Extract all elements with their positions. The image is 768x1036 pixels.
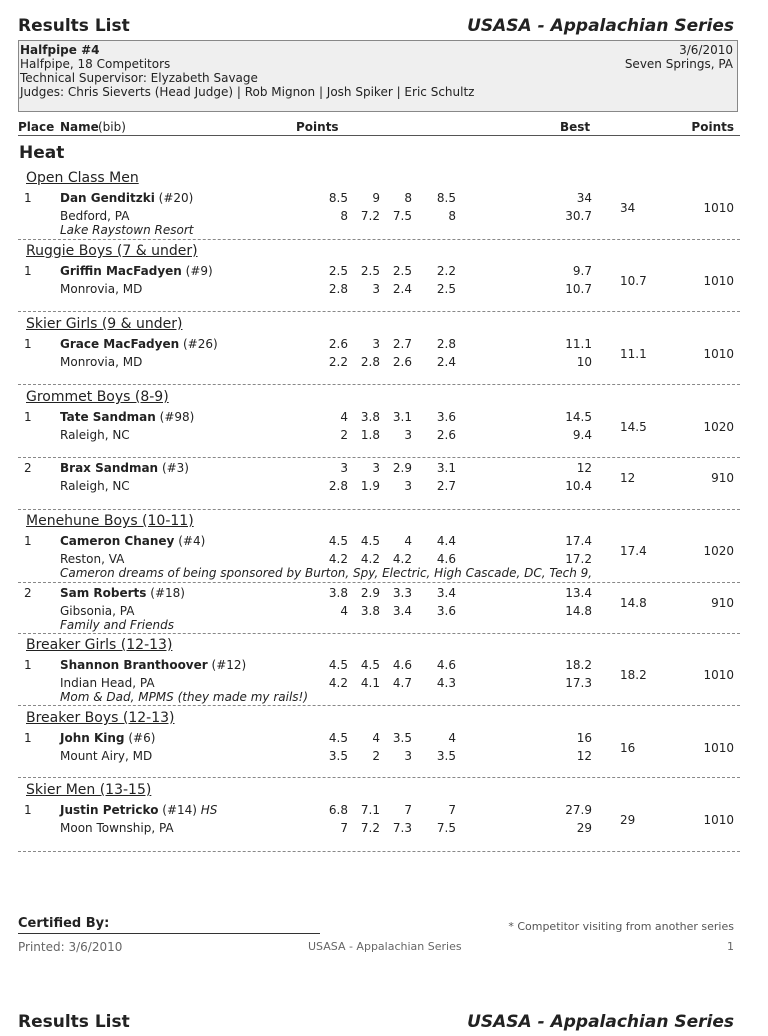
bib-number: (#20)	[158, 191, 194, 205]
points-total: 1020	[703, 420, 734, 434]
run1-score: 4.6	[392, 658, 412, 672]
competitor-name	[60, 461, 189, 475]
run2-score: 7.2	[360, 821, 380, 835]
run1-score: 2.6	[328, 337, 348, 351]
competitor-name	[60, 264, 213, 278]
run2-score: 3	[404, 479, 412, 493]
run2-score: 2.8	[360, 355, 380, 369]
run2-total: 17.2	[565, 552, 592, 566]
run1-score: 3.8	[360, 410, 380, 424]
col-place: Place	[18, 120, 55, 134]
location: Raleigh, NC	[60, 479, 130, 493]
run1-score: 8.5	[328, 191, 348, 205]
location: Raleigh, NC	[60, 428, 130, 442]
bib-number: (#14)	[162, 803, 201, 817]
place: 1	[24, 731, 32, 745]
run1-total: 11.1	[565, 337, 592, 351]
best-score: 29	[620, 813, 636, 827]
run1-score: 4	[372, 731, 380, 745]
run2-total: 30.7	[565, 209, 592, 223]
bib-number: (#4)	[178, 534, 206, 548]
place: 2	[24, 586, 32, 600]
bib-number: (#12)	[211, 658, 247, 672]
run1-score: 7.1	[360, 803, 380, 817]
run1-total: 14.5	[565, 410, 592, 424]
run1-score: 2.5	[392, 264, 412, 278]
row-separator	[18, 851, 740, 852]
best-score: 14.5	[620, 420, 647, 434]
place: 1	[24, 337, 32, 351]
location: Bedford, PA	[60, 209, 130, 223]
points-total: 1010	[703, 668, 734, 682]
result-row	[18, 263, 740, 311]
run2-score: 4.3	[436, 676, 456, 690]
place: 1	[24, 534, 32, 548]
run2-score: 3	[372, 282, 380, 296]
run1-score: 3.1	[392, 410, 412, 424]
col-points: Points	[296, 120, 339, 134]
row-separator	[18, 633, 740, 634]
run1-score: 9	[372, 191, 380, 205]
category-title: Skier Girls (9 & under)	[26, 316, 183, 332]
run2-score: 4.2	[328, 676, 348, 690]
category-title: Grommet Boys (8-9)	[26, 389, 169, 405]
results-list-title: Results List	[18, 16, 130, 36]
result-row	[18, 533, 740, 581]
event-date: 3/6/2010	[679, 43, 733, 57]
location: Reston, VA	[60, 552, 125, 566]
next-page-header	[18, 1012, 740, 1036]
run2-total: 17.3	[565, 676, 592, 690]
run1-score: 3.5	[392, 731, 412, 745]
bib-number: (#26)	[182, 337, 218, 351]
run2-score: 3.8	[360, 604, 380, 618]
run1-score: 3.3	[392, 586, 412, 600]
row-separator	[18, 777, 740, 778]
run2-score: 2.5	[436, 282, 456, 296]
run1-total: 17.4	[565, 534, 592, 548]
run2-score: 2.8	[328, 479, 348, 493]
result-row	[18, 657, 740, 705]
run2-score: 8	[448, 209, 456, 223]
run2-score: 3	[404, 428, 412, 442]
run2-total: 14.8	[565, 604, 592, 618]
run1-score: 4	[340, 410, 348, 424]
next-series-title: USASA - Appalachian Series	[467, 1012, 734, 1032]
run1-score: 6.8	[328, 803, 348, 817]
run1-score: 2.9	[360, 586, 380, 600]
result-row	[18, 730, 740, 778]
sponsor-note: Cameron dreams of being sponsored by Burton, Spy, Electric, High Cascade, DC, Tech 9,	[60, 566, 593, 580]
place: 1	[24, 264, 32, 278]
printed-date: Printed: 3/6/2010	[18, 940, 123, 954]
visiting-note: * Competitor visiting from another series	[508, 920, 734, 933]
run2-score: 2	[372, 749, 380, 763]
run2-score: 4	[340, 604, 348, 618]
competitor-name	[60, 337, 218, 351]
run1-score: 3	[340, 461, 348, 475]
category-title: Skier Men (13-15)	[26, 782, 152, 798]
row-separator	[18, 457, 740, 458]
competitor-name	[60, 534, 205, 548]
competitor-name	[60, 658, 246, 672]
run1-score: 8.5	[436, 191, 456, 205]
points-total: 1010	[703, 741, 734, 755]
column-header	[18, 119, 740, 136]
run2-total: 9.4	[572, 428, 592, 442]
points-total: 910	[711, 471, 734, 485]
run1-score: 3.6	[436, 410, 456, 424]
location: Monrovia, MD	[60, 282, 143, 296]
run1-score: 4.5	[328, 731, 348, 745]
run2-score: 4.2	[392, 552, 412, 566]
run2-total: 29	[576, 821, 592, 835]
run2-score: 7.5	[392, 209, 412, 223]
best-score: 18.2	[620, 668, 647, 682]
competitor-name-text: Griffin MacFadyen	[60, 264, 182, 278]
bib-number: (#18)	[150, 586, 185, 600]
run1-total: 13.4	[565, 586, 592, 600]
bib-number: (#98)	[159, 410, 195, 424]
run2-total: 10	[576, 355, 592, 369]
run1-score: 4.5	[328, 658, 348, 672]
run2-total: 10.4	[565, 479, 592, 493]
result-row	[18, 460, 740, 508]
run1-score: 3.8	[328, 586, 348, 600]
points-total: 1020	[703, 544, 734, 558]
row-separator	[18, 384, 740, 385]
run2-score: 7	[340, 821, 348, 835]
bib-number: (#6)	[128, 731, 156, 745]
run2-score: 1.8	[360, 428, 380, 442]
result-row	[18, 409, 740, 457]
competitor-name	[60, 191, 193, 205]
footer-series: USASA - Appalachian Series	[308, 940, 462, 953]
points-total: 1010	[703, 813, 734, 827]
run1-total: 34	[576, 191, 592, 205]
event-info-box	[18, 40, 738, 112]
run2-score: 8	[340, 209, 348, 223]
run2-score: 4.6	[436, 552, 456, 566]
run2-score: 7.2	[360, 209, 380, 223]
event-name: Halfpipe #4	[20, 43, 100, 57]
page-number: 1	[727, 940, 734, 953]
run1-score: 4	[404, 534, 412, 548]
location: Mount Airy, MD	[60, 749, 153, 763]
heat-label: Heat	[19, 143, 65, 163]
run1-score: 4.5	[360, 534, 380, 548]
bib-number: (#9)	[185, 264, 213, 278]
run1-score: 4.5	[360, 658, 380, 672]
event-details: Halfpipe, 18 Competitors	[20, 57, 171, 71]
run2-score: 3.5	[328, 749, 348, 763]
run1-score: 2.2	[436, 264, 456, 278]
run2-score: 2	[340, 428, 348, 442]
competitor-name-text: Tate Sandman	[60, 410, 156, 424]
points-total: 1010	[703, 347, 734, 361]
run2-score: 4.7	[392, 676, 412, 690]
run2-total: 12	[576, 749, 592, 763]
competitor-name-text: Justin Petricko	[60, 803, 159, 817]
run1-score: 2.7	[392, 337, 412, 351]
place: 1	[24, 410, 32, 424]
best-score: 11.1	[620, 347, 647, 361]
best-score: 34	[620, 201, 636, 215]
run2-score: 3.6	[436, 604, 456, 618]
series-title: USASA - Appalachian Series	[467, 16, 734, 36]
place: 1	[24, 803, 32, 817]
competitor-name-text: Sam Roberts	[60, 586, 147, 600]
run2-score: 2.6	[436, 428, 456, 442]
run1-score: 2.5	[328, 264, 348, 278]
location: Gibsonia, PA	[60, 604, 135, 618]
result-row	[18, 802, 740, 850]
run2-score: 4.2	[360, 552, 380, 566]
competitor-name-text: Cameron Chaney	[60, 534, 175, 548]
run1-total: 12	[576, 461, 592, 475]
row-separator	[18, 705, 740, 706]
place: 1	[24, 191, 32, 205]
run1-score: 8	[404, 191, 412, 205]
result-row	[18, 585, 740, 633]
sponsor-note: Mom & Dad, MPMS (they made my rails!)	[60, 690, 309, 704]
run2-score: 1.9	[360, 479, 380, 493]
bib-number: (#3)	[161, 461, 189, 475]
run1-score: 2.9	[392, 461, 412, 475]
run1-score: 3	[372, 461, 380, 475]
run1-score: 3.1	[436, 461, 456, 475]
best-score: 10.7	[620, 274, 647, 288]
judges: Judges: Chris Sieverts (Head Judge) | Rob Mignon | Josh Spiker | Eric Schultz	[20, 85, 475, 99]
best-score: 17.4	[620, 544, 647, 558]
certified-by: Certified By:	[18, 916, 110, 931]
category-title: Breaker Girls (12-13)	[26, 637, 173, 653]
best-score: 16	[620, 741, 636, 755]
competitor-name-text: John King	[60, 731, 125, 745]
run2-total: 10.7	[565, 282, 592, 296]
event-venue: Seven Springs, PA	[624, 57, 733, 71]
run1-score: 4.6	[436, 658, 456, 672]
points-total: 910	[711, 596, 734, 610]
best-score: 14.8	[620, 596, 647, 610]
run1-score: 4.4	[436, 534, 456, 548]
run2-score: 3	[404, 749, 412, 763]
row-separator	[18, 582, 740, 583]
col-bib: (bib)	[98, 120, 126, 134]
run1-total: 16	[576, 731, 592, 745]
competitor-name-text: Shannon Branthoover	[60, 658, 208, 672]
run1-score: 3.4	[436, 586, 456, 600]
run1-score: 7	[448, 803, 456, 817]
best-score: 12	[620, 471, 636, 485]
row-separator	[18, 239, 740, 240]
next-results-list-title: Results List	[18, 1012, 130, 1032]
location: Monrovia, MD	[60, 355, 143, 369]
place: 1	[24, 658, 32, 672]
sponsor-note: Family and Friends	[60, 618, 174, 632]
run1-total: 18.2	[565, 658, 592, 672]
points-total: 1010	[703, 201, 734, 215]
place: 2	[24, 461, 32, 475]
competitor-name	[60, 410, 194, 424]
run2-score: 2.2	[328, 355, 348, 369]
row-separator	[18, 509, 740, 510]
run2-score: 3.5	[436, 749, 456, 763]
col-best: Best	[560, 120, 591, 134]
run2-score: 2.6	[392, 355, 412, 369]
run1-score: 2.8	[436, 337, 456, 351]
category-title: Breaker Boys (12-13)	[26, 710, 175, 726]
run2-score: 2.4	[392, 282, 412, 296]
run1-total: 9.7	[572, 264, 592, 278]
competitor-name-text: Brax Sandman	[60, 461, 159, 475]
competitor-name-text: Grace MacFadyen	[60, 337, 180, 351]
category-title: Open Class Men	[26, 170, 139, 186]
run2-score: 3.4	[392, 604, 412, 618]
run1-score: 7	[404, 803, 412, 817]
technical-supervisor: Technical Supervisor: Elyzabeth Savage	[20, 71, 258, 85]
hometown-tag: HS	[200, 803, 218, 817]
result-row	[18, 336, 740, 384]
location: Moon Township, PA	[60, 821, 174, 835]
run1-total: 27.9	[565, 803, 592, 817]
competitor-name	[60, 731, 155, 745]
run1-score: 3	[372, 337, 380, 351]
location: Indian Head, PA	[60, 676, 155, 690]
run2-score: 7.5	[436, 821, 456, 835]
row-separator	[18, 311, 740, 312]
run2-score: 2.7	[436, 479, 456, 493]
result-row	[18, 190, 740, 238]
run1-score: 4	[448, 731, 456, 745]
category-title: Ruggie Boys (7 & under)	[26, 243, 198, 259]
competitor-name	[60, 586, 185, 600]
col-name: Name	[60, 120, 99, 134]
col-points-total: Points	[691, 120, 734, 134]
run2-score: 4.2	[328, 552, 348, 566]
page-header	[18, 16, 740, 40]
run2-score: 2.4	[436, 355, 456, 369]
signature-line	[18, 933, 320, 934]
run1-score: 4.5	[328, 534, 348, 548]
run2-score: 7.3	[392, 821, 412, 835]
points-total: 1010	[703, 274, 734, 288]
sponsor-note: Lake Raystown Resort	[60, 223, 194, 237]
competitor-name-text: Dan Genditzki	[60, 191, 155, 205]
run2-score: 4.1	[360, 676, 380, 690]
run1-score: 2.5	[360, 264, 380, 278]
competitor-name	[60, 803, 217, 817]
category-title: Menehune Boys (10-11)	[26, 513, 194, 529]
run2-score: 2.8	[328, 282, 348, 296]
